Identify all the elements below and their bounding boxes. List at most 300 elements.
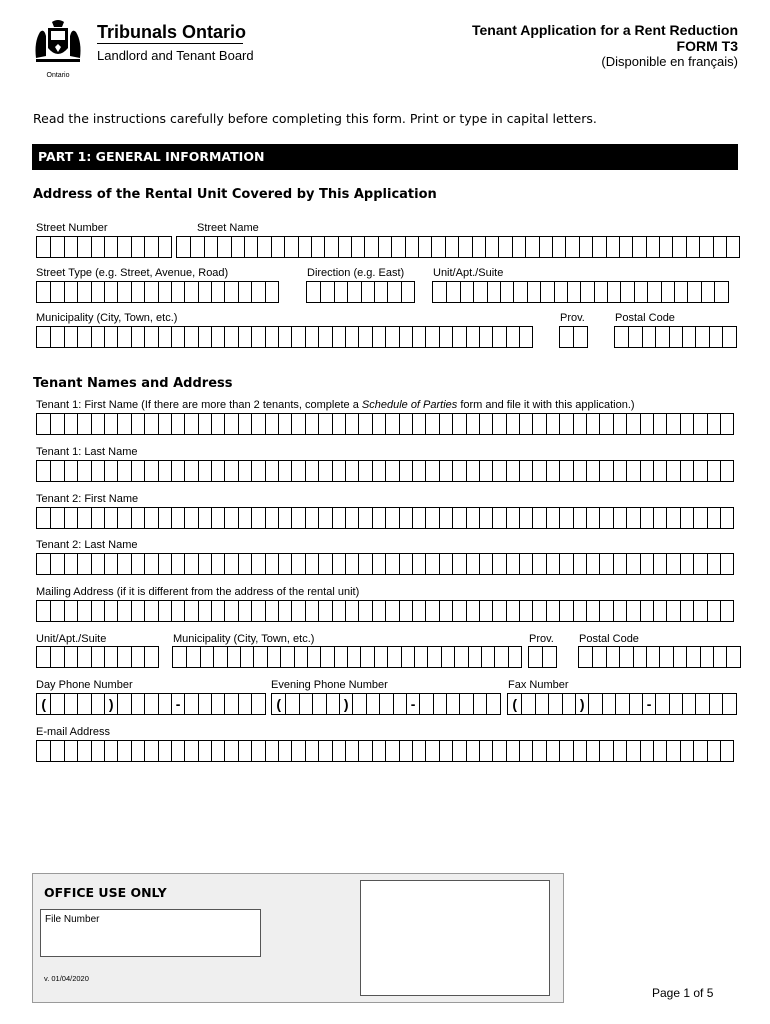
evening-phone-char-box[interactable] xyxy=(473,694,486,714)
mailing-address-char-box[interactable] xyxy=(345,601,358,621)
tenant1-last-char-box[interactable] xyxy=(666,461,679,481)
mailing-address-char-box[interactable] xyxy=(680,601,693,621)
direction-char-box[interactable] xyxy=(320,282,333,302)
tenant1-first-char-box[interactable] xyxy=(466,414,479,434)
mailing-address-char-box[interactable] xyxy=(158,601,171,621)
mailing-address-char-box[interactable] xyxy=(573,601,586,621)
street-name-char-box[interactable] xyxy=(498,237,511,257)
mail-municipality-char-box[interactable] xyxy=(294,647,307,667)
mailing-address-char-box[interactable] xyxy=(626,601,639,621)
email-address-char-box[interactable] xyxy=(158,741,171,761)
street-type-char-box[interactable] xyxy=(77,282,90,302)
email-address-char-box[interactable] xyxy=(265,741,278,761)
tenant2-last-char-box[interactable] xyxy=(64,554,77,574)
tenant2-first-char-box[interactable] xyxy=(720,508,733,528)
direction-field[interactable] xyxy=(306,281,415,303)
mail-municipality-char-box[interactable] xyxy=(481,647,494,667)
mail-postal-char-box[interactable] xyxy=(673,647,686,667)
tenant2-last-char-box[interactable] xyxy=(318,554,331,574)
email-address-char-box[interactable] xyxy=(131,741,144,761)
tenant2-first-char-box[interactable] xyxy=(439,508,452,528)
tenant1-last-char-box[interactable] xyxy=(492,461,505,481)
tenant2-first-char-box[interactable] xyxy=(345,508,358,528)
mail-unit-char-box[interactable] xyxy=(50,647,63,667)
street-number-char-box[interactable] xyxy=(37,237,50,257)
tenant1-last-char-box[interactable] xyxy=(358,461,371,481)
tenant2-last-char-box[interactable] xyxy=(104,554,117,574)
prov-char-box[interactable] xyxy=(560,327,573,347)
unit-char-box[interactable] xyxy=(580,282,593,302)
unit-char-box[interactable] xyxy=(460,282,473,302)
tenant2-last-char-box[interactable] xyxy=(707,554,720,574)
email-address-char-box[interactable] xyxy=(693,741,706,761)
municipality-char-box[interactable] xyxy=(372,327,385,347)
tenant2-first-char-box[interactable] xyxy=(117,508,130,528)
municipality-char-box[interactable] xyxy=(318,327,331,347)
street-name-char-box[interactable] xyxy=(606,237,619,257)
tenant1-last-char-box[interactable] xyxy=(425,461,438,481)
tenant2-first-char-box[interactable] xyxy=(131,508,144,528)
tenant2-last-char-box[interactable] xyxy=(77,554,90,574)
tenant1-last-char-box[interactable] xyxy=(613,461,626,481)
municipality-char-box[interactable] xyxy=(466,327,479,347)
municipality-char-box[interactable] xyxy=(64,327,77,347)
mail-unit-char-box[interactable] xyxy=(104,647,117,667)
street-name-char-box[interactable] xyxy=(726,237,739,257)
mail-municipality-char-box[interactable] xyxy=(280,647,293,667)
day-phone-field[interactable] xyxy=(36,693,266,715)
evening-phone-char-box[interactable] xyxy=(352,694,365,714)
unit-char-box[interactable] xyxy=(714,282,727,302)
municipality-char-box[interactable] xyxy=(171,327,184,347)
tenant2-first-field[interactable] xyxy=(36,507,734,529)
tenant1-first-char-box[interactable] xyxy=(332,414,345,434)
street-type-char-box[interactable] xyxy=(117,282,130,302)
unit-field[interactable] xyxy=(432,281,729,303)
tenant1-first-char-box[interactable] xyxy=(559,414,572,434)
evening-phone-char-box[interactable] xyxy=(285,694,298,714)
fax-number-char-box[interactable] xyxy=(629,694,642,714)
mailing-address-char-box[interactable] xyxy=(238,601,251,621)
day-phone-char-box[interactable]: - xyxy=(171,694,184,714)
municipality-char-box[interactable] xyxy=(184,327,197,347)
mail-municipality-char-box[interactable] xyxy=(374,647,387,667)
tenant2-last-char-box[interactable] xyxy=(412,554,425,574)
tenant2-last-char-box[interactable] xyxy=(184,554,197,574)
tenant2-first-char-box[interactable] xyxy=(519,508,532,528)
mail-municipality-char-box[interactable] xyxy=(267,647,280,667)
street-name-char-box[interactable] xyxy=(699,237,712,257)
email-address-char-box[interactable] xyxy=(251,741,264,761)
municipality-char-box[interactable] xyxy=(385,327,398,347)
tenant1-last-char-box[interactable] xyxy=(506,461,519,481)
tenant1-first-char-box[interactable] xyxy=(345,414,358,434)
day-phone-char-box[interactable] xyxy=(224,694,237,714)
email-address-char-box[interactable] xyxy=(720,741,733,761)
postal-field[interactable] xyxy=(614,326,737,348)
street-number-char-box[interactable] xyxy=(104,237,117,257)
street-number-char-box[interactable] xyxy=(77,237,90,257)
tenant1-last-char-box[interactable] xyxy=(318,461,331,481)
street-name-char-box[interactable] xyxy=(257,237,270,257)
municipality-char-box[interactable] xyxy=(144,327,157,347)
evening-phone-char-box[interactable] xyxy=(486,694,499,714)
tenant1-first-char-box[interactable] xyxy=(586,414,599,434)
municipality-char-box[interactable] xyxy=(198,327,211,347)
direction-char-box[interactable] xyxy=(334,282,347,302)
email-address-char-box[interactable] xyxy=(332,741,345,761)
tenant2-first-char-box[interactable] xyxy=(399,508,412,528)
mailing-address-char-box[interactable] xyxy=(224,601,237,621)
evening-phone-char-box[interactable]: - xyxy=(406,694,419,714)
mailing-address-char-box[interactable] xyxy=(693,601,706,621)
tenant1-last-char-box[interactable] xyxy=(707,461,720,481)
fax-number-char-box[interactable] xyxy=(655,694,668,714)
tenant1-last-char-box[interactable] xyxy=(439,461,452,481)
unit-char-box[interactable] xyxy=(661,282,674,302)
mailing-address-char-box[interactable] xyxy=(425,601,438,621)
mailing-address-char-box[interactable] xyxy=(613,601,626,621)
municipality-char-box[interactable] xyxy=(425,327,438,347)
tenant1-first-char-box[interactable] xyxy=(77,414,90,434)
tenant1-first-char-box[interactable] xyxy=(64,414,77,434)
unit-char-box[interactable] xyxy=(687,282,700,302)
tenant2-first-char-box[interactable] xyxy=(265,508,278,528)
tenant2-last-char-box[interactable] xyxy=(492,554,505,574)
tenant1-last-char-box[interactable] xyxy=(251,461,264,481)
street-name-char-box[interactable] xyxy=(672,237,685,257)
unit-char-box[interactable] xyxy=(513,282,526,302)
tenant1-first-char-box[interactable] xyxy=(439,414,452,434)
unit-char-box[interactable] xyxy=(567,282,580,302)
tenant2-last-char-box[interactable] xyxy=(131,554,144,574)
day-phone-char-box[interactable] xyxy=(131,694,144,714)
tenant2-first-char-box[interactable] xyxy=(532,508,545,528)
email-address-char-box[interactable] xyxy=(613,741,626,761)
email-address-char-box[interactable] xyxy=(506,741,519,761)
tenant2-last-char-box[interactable] xyxy=(466,554,479,574)
street-name-char-box[interactable] xyxy=(592,237,605,257)
day-phone-char-box[interactable] xyxy=(158,694,171,714)
tenant1-first-char-box[interactable] xyxy=(158,414,171,434)
mailing-address-char-box[interactable] xyxy=(466,601,479,621)
mailing-address-char-box[interactable] xyxy=(171,601,184,621)
tenant2-last-field[interactable] xyxy=(36,553,734,575)
tenant2-last-char-box[interactable] xyxy=(519,554,532,574)
tenant2-first-char-box[interactable] xyxy=(77,508,90,528)
evening-phone-field[interactable] xyxy=(271,693,501,715)
mailing-address-char-box[interactable] xyxy=(519,601,532,621)
tenant1-last-char-box[interactable] xyxy=(171,461,184,481)
fax-number-char-box[interactable] xyxy=(669,694,682,714)
tenant1-first-char-box[interactable] xyxy=(546,414,559,434)
email-address-char-box[interactable] xyxy=(184,741,197,761)
municipality-char-box[interactable] xyxy=(131,327,144,347)
tenant2-first-char-box[interactable] xyxy=(198,508,211,528)
municipality-char-box[interactable] xyxy=(399,327,412,347)
tenant1-last-char-box[interactable] xyxy=(332,461,345,481)
street-type-char-box[interactable] xyxy=(50,282,63,302)
email-address-char-box[interactable] xyxy=(278,741,291,761)
mail-postal-char-box[interactable] xyxy=(659,647,672,667)
postal-char-box[interactable] xyxy=(682,327,695,347)
street-type-char-box[interactable] xyxy=(238,282,251,302)
tenant1-first-char-box[interactable] xyxy=(37,414,50,434)
mail-postal-char-box[interactable] xyxy=(646,647,659,667)
email-address-char-box[interactable] xyxy=(666,741,679,761)
mail-unit-char-box[interactable] xyxy=(77,647,90,667)
mailing-address-char-box[interactable] xyxy=(559,601,572,621)
mail-unit-char-box[interactable] xyxy=(64,647,77,667)
mailing-address-char-box[interactable] xyxy=(50,601,63,621)
fax-number-char-box[interactable] xyxy=(709,694,722,714)
street-name-char-box[interactable] xyxy=(391,237,404,257)
email-address-char-box[interactable] xyxy=(532,741,545,761)
street-name-char-box[interactable] xyxy=(512,237,525,257)
email-address-char-box[interactable] xyxy=(546,741,559,761)
municipality-char-box[interactable] xyxy=(452,327,465,347)
fax-number-char-box[interactable] xyxy=(548,694,561,714)
tenant2-first-char-box[interactable] xyxy=(184,508,197,528)
fax-number-char-box[interactable] xyxy=(602,694,615,714)
tenant2-first-char-box[interactable] xyxy=(318,508,331,528)
day-phone-char-box[interactable] xyxy=(198,694,211,714)
municipality-char-box[interactable] xyxy=(104,327,117,347)
tenant1-last-char-box[interactable] xyxy=(265,461,278,481)
tenant2-last-char-box[interactable] xyxy=(666,554,679,574)
mailing-address-field[interactable] xyxy=(36,600,734,622)
email-address-char-box[interactable] xyxy=(345,741,358,761)
tenant2-first-char-box[interactable] xyxy=(466,508,479,528)
unit-char-box[interactable] xyxy=(500,282,513,302)
tenant1-last-field[interactable] xyxy=(36,460,734,482)
municipality-char-box[interactable] xyxy=(479,327,492,347)
tenant1-first-char-box[interactable] xyxy=(251,414,264,434)
tenant2-last-char-box[interactable] xyxy=(265,554,278,574)
tenant1-first-char-box[interactable] xyxy=(425,414,438,434)
day-phone-char-box[interactable] xyxy=(211,694,224,714)
direction-char-box[interactable] xyxy=(361,282,374,302)
street-name-char-box[interactable] xyxy=(552,237,565,257)
email-address-char-box[interactable] xyxy=(452,741,465,761)
municipality-char-box[interactable] xyxy=(251,327,264,347)
mail-municipality-char-box[interactable] xyxy=(240,647,253,667)
evening-phone-char-box[interactable] xyxy=(446,694,459,714)
municipality-char-box[interactable] xyxy=(506,327,519,347)
street-name-char-box[interactable] xyxy=(364,237,377,257)
mail-unit-char-box[interactable] xyxy=(91,647,104,667)
tenant2-last-char-box[interactable] xyxy=(626,554,639,574)
mailing-address-char-box[interactable] xyxy=(532,601,545,621)
tenant2-last-char-box[interactable] xyxy=(399,554,412,574)
street-type-char-box[interactable] xyxy=(211,282,224,302)
prov-field[interactable] xyxy=(559,326,588,348)
municipality-char-box[interactable] xyxy=(238,327,251,347)
evening-phone-char-box[interactable] xyxy=(393,694,406,714)
tenant1-first-char-box[interactable] xyxy=(372,414,385,434)
tenant2-last-char-box[interactable] xyxy=(305,554,318,574)
evening-phone-char-box[interactable] xyxy=(433,694,446,714)
municipality-char-box[interactable] xyxy=(332,327,345,347)
tenant2-first-char-box[interactable] xyxy=(559,508,572,528)
mail-municipality-char-box[interactable] xyxy=(401,647,414,667)
mailing-address-char-box[interactable] xyxy=(291,601,304,621)
street-name-char-box[interactable] xyxy=(311,237,324,257)
tenant1-last-char-box[interactable] xyxy=(680,461,693,481)
street-name-field[interactable] xyxy=(176,236,740,258)
unit-char-box[interactable] xyxy=(634,282,647,302)
municipality-char-box[interactable] xyxy=(345,327,358,347)
day-phone-char-box[interactable] xyxy=(64,694,77,714)
mailing-address-char-box[interactable] xyxy=(211,601,224,621)
tenant2-last-char-box[interactable] xyxy=(532,554,545,574)
tenant1-last-char-box[interactable] xyxy=(626,461,639,481)
mail-postal-field[interactable] xyxy=(578,646,741,668)
municipality-char-box[interactable] xyxy=(77,327,90,347)
tenant2-last-char-box[interactable] xyxy=(50,554,63,574)
tenant1-first-char-box[interactable] xyxy=(224,414,237,434)
street-type-char-box[interactable] xyxy=(158,282,171,302)
fax-number-char-box[interactable]: ) xyxy=(575,694,588,714)
tenant1-first-char-box[interactable] xyxy=(599,414,612,434)
mailing-address-char-box[interactable] xyxy=(586,601,599,621)
postal-char-box[interactable] xyxy=(709,327,722,347)
street-type-char-box[interactable] xyxy=(37,282,50,302)
tenant1-last-char-box[interactable] xyxy=(412,461,425,481)
tenant2-first-char-box[interactable] xyxy=(479,508,492,528)
mail-unit-char-box[interactable] xyxy=(131,647,144,667)
municipality-char-box[interactable] xyxy=(412,327,425,347)
municipality-char-box[interactable] xyxy=(305,327,318,347)
street-name-char-box[interactable] xyxy=(338,237,351,257)
tenant2-first-char-box[interactable] xyxy=(613,508,626,528)
mail-postal-char-box[interactable] xyxy=(579,647,592,667)
tenant1-first-char-box[interactable] xyxy=(653,414,666,434)
tenant1-first-char-box[interactable] xyxy=(707,414,720,434)
tenant1-first-char-box[interactable] xyxy=(626,414,639,434)
mailing-address-char-box[interactable] xyxy=(104,601,117,621)
tenant2-last-char-box[interactable] xyxy=(559,554,572,574)
tenant1-last-char-box[interactable] xyxy=(64,461,77,481)
tenant2-last-char-box[interactable] xyxy=(278,554,291,574)
mail-municipality-char-box[interactable] xyxy=(468,647,481,667)
unit-char-box[interactable] xyxy=(433,282,446,302)
mail-municipality-char-box[interactable] xyxy=(427,647,440,667)
email-address-char-box[interactable] xyxy=(211,741,224,761)
municipality-char-box[interactable] xyxy=(291,327,304,347)
tenant2-last-char-box[interactable] xyxy=(251,554,264,574)
mail-municipality-char-box[interactable] xyxy=(347,647,360,667)
tenant2-first-char-box[interactable] xyxy=(91,508,104,528)
unit-char-box[interactable] xyxy=(647,282,660,302)
tenant2-last-char-box[interactable] xyxy=(211,554,224,574)
tenant1-last-char-box[interactable] xyxy=(91,461,104,481)
street-name-char-box[interactable] xyxy=(565,237,578,257)
street-number-char-box[interactable] xyxy=(131,237,144,257)
tenant2-last-char-box[interactable] xyxy=(573,554,586,574)
unit-char-box[interactable] xyxy=(701,282,714,302)
municipality-char-box[interactable] xyxy=(37,327,50,347)
tenant1-last-char-box[interactable] xyxy=(586,461,599,481)
street-type-field[interactable] xyxy=(36,281,279,303)
tenant1-last-char-box[interactable] xyxy=(238,461,251,481)
evening-phone-char-box[interactable]: ( xyxy=(276,696,282,712)
tenant1-first-char-box[interactable] xyxy=(385,414,398,434)
mail-municipality-char-box[interactable] xyxy=(454,647,467,667)
tenant1-first-char-box[interactable] xyxy=(666,414,679,434)
tenant1-last-char-box[interactable] xyxy=(720,461,733,481)
tenant2-first-char-box[interactable] xyxy=(104,508,117,528)
fax-number-char-box[interactable] xyxy=(615,694,628,714)
tenant2-last-char-box[interactable] xyxy=(599,554,612,574)
street-type-char-box[interactable] xyxy=(131,282,144,302)
street-name-char-box[interactable] xyxy=(579,237,592,257)
municipality-char-box[interactable] xyxy=(265,327,278,347)
municipality-char-box[interactable] xyxy=(50,327,63,347)
mail-municipality-char-box[interactable] xyxy=(186,647,199,667)
postal-char-box[interactable] xyxy=(642,327,655,347)
postal-char-box[interactable] xyxy=(695,327,708,347)
day-phone-char-box[interactable] xyxy=(91,694,104,714)
street-name-char-box[interactable] xyxy=(177,237,190,257)
tenant2-last-char-box[interactable] xyxy=(680,554,693,574)
tenant2-first-char-box[interactable] xyxy=(680,508,693,528)
street-number-char-box[interactable] xyxy=(64,237,77,257)
street-number-char-box[interactable] xyxy=(117,237,130,257)
street-type-char-box[interactable] xyxy=(184,282,197,302)
email-address-char-box[interactable] xyxy=(479,741,492,761)
mailing-address-char-box[interactable] xyxy=(399,601,412,621)
street-name-char-box[interactable] xyxy=(445,237,458,257)
email-address-char-box[interactable] xyxy=(171,741,184,761)
email-address-char-box[interactable] xyxy=(439,741,452,761)
mailing-address-char-box[interactable] xyxy=(640,601,653,621)
tenant1-first-char-box[interactable] xyxy=(278,414,291,434)
tenant2-first-char-box[interactable] xyxy=(546,508,559,528)
tenant1-last-char-box[interactable] xyxy=(399,461,412,481)
direction-char-box[interactable] xyxy=(401,282,414,302)
mail-postal-char-box[interactable] xyxy=(726,647,739,667)
tenant2-last-char-box[interactable] xyxy=(332,554,345,574)
mailing-address-char-box[interactable] xyxy=(358,601,371,621)
email-address-char-box[interactable] xyxy=(492,741,505,761)
street-type-char-box[interactable] xyxy=(251,282,264,302)
email-address-char-box[interactable] xyxy=(626,741,639,761)
tenant2-first-char-box[interactable] xyxy=(305,508,318,528)
tenant2-first-char-box[interactable] xyxy=(640,508,653,528)
tenant2-last-char-box[interactable] xyxy=(693,554,706,574)
municipality-char-box[interactable] xyxy=(278,327,291,347)
municipality-char-box[interactable] xyxy=(117,327,130,347)
tenant2-first-char-box[interactable] xyxy=(291,508,304,528)
street-type-char-box[interactable] xyxy=(198,282,211,302)
email-address-char-box[interactable] xyxy=(50,741,63,761)
day-phone-char-box[interactable] xyxy=(238,694,251,714)
tenant1-last-char-box[interactable] xyxy=(466,461,479,481)
tenant2-first-char-box[interactable] xyxy=(425,508,438,528)
day-phone-char-box[interactable] xyxy=(251,694,264,714)
tenant1-first-char-box[interactable] xyxy=(171,414,184,434)
mailing-address-char-box[interactable] xyxy=(91,601,104,621)
fax-number-char-box[interactable] xyxy=(562,694,575,714)
fax-number-char-box[interactable] xyxy=(682,694,695,714)
street-type-char-box[interactable] xyxy=(104,282,117,302)
email-address-char-box[interactable] xyxy=(519,741,532,761)
tenant2-first-char-box[interactable] xyxy=(372,508,385,528)
day-phone-char-box[interactable] xyxy=(184,694,197,714)
unit-char-box[interactable] xyxy=(473,282,486,302)
tenant1-last-char-box[interactable] xyxy=(640,461,653,481)
